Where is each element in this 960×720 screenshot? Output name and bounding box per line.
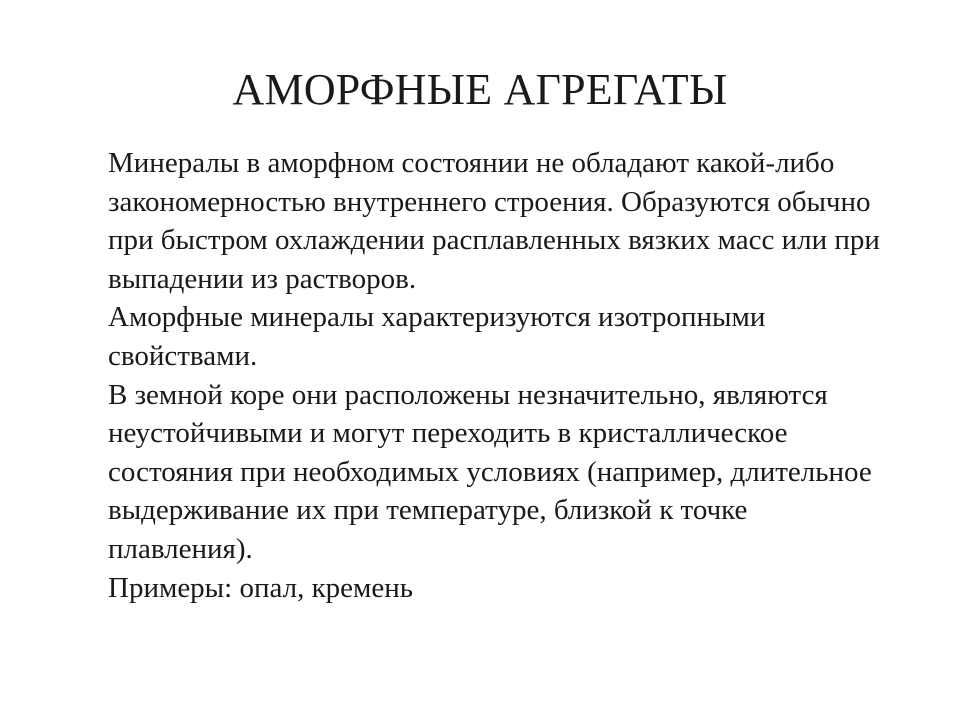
paragraph-definition: Минералы в аморфном состоянии не обладают какой-либо закономерностью внутреннего строения. Образуются обычно при быстром охлаждении расплавленных вязких масс или при выпадении из растворов.	[108, 147, 880, 295]
paragraph-examples: Примеры: опал, кремень	[108, 571, 414, 604]
slide-body	[108, 144, 898, 607]
paragraph-occurrence: В земной коре они расположены незначительно, являются неустойчивыми и могут переходить в кристаллическое состояния при необходимых условиях (например, длительное выдерживание их при температуре, близкой к точке плавления).	[108, 378, 872, 565]
paragraph-properties: Аморфные минералы характеризуются изотропными свойствами.	[108, 301, 766, 372]
slide-title: АМОРФНЫЕ АГРЕГАТЫ	[232, 65, 728, 114]
